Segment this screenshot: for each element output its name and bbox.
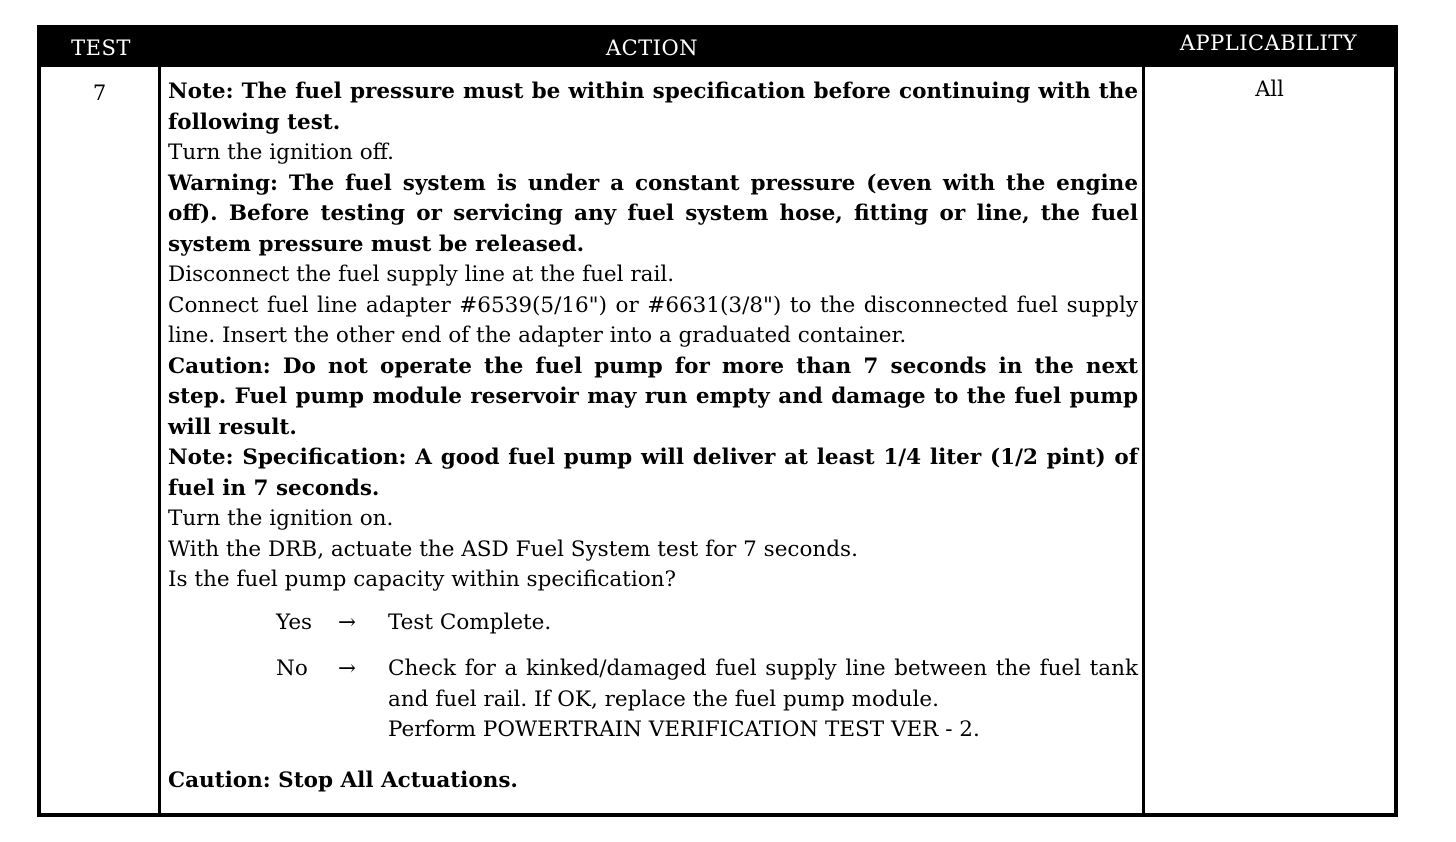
arrow-icon: → — [338, 609, 357, 635]
note-specification: Note: Specification: A good fuel pump will deliver at least 1/4 liter (1/2 pint) of fuel in 7 seconds. — [168, 445, 1138, 501]
step-ignition-off: Turn the ignition off. — [168, 140, 394, 165]
column-divider — [158, 67, 161, 813]
no-text-perform: Perform POWERTRAIN VERIFICATION TEST VER - 2. — [388, 717, 980, 742]
step-actuate: With the DRB, actuate the ASD Fuel System test for 7 seconds. — [168, 536, 858, 562]
applicability-value: All — [1255, 77, 1284, 101]
note-pressure: Note: The fuel pressure must be within specification before continuing with the following test. — [168, 79, 1138, 135]
step-ignition-on: Turn the ignition on. — [168, 506, 394, 531]
question: Is the fuel pump capacity within specification? — [168, 567, 677, 592]
column-divider — [1142, 67, 1145, 813]
caution-pump: Caution: Do not operate the fuel pump for more than 7 seconds in the next step. Fuel pump module reservoir may run empty and damage to the fuel pump will result. — [168, 353, 1138, 440]
header-test: TEST — [71, 36, 131, 60]
header-applicability: APPLICABILITY — [1179, 31, 1358, 55]
warning-pressure: Warning: The fuel system is under a constant pressure (even with the engine off). Before testing or servicing any fuel system hose, fitting or line, the fuel system pressure must be released. — [168, 170, 1138, 257]
step-disconnect: Disconnect the fuel supply line at the fuel rail. — [168, 262, 675, 287]
answer-no — [276, 654, 1138, 746]
arrow-icon: → — [338, 656, 357, 681]
yes-text: Test Complete. — [388, 609, 552, 635]
final-caution: Caution: Stop All Actuations. — [168, 767, 518, 793]
step-connect-adapter: Connect fuel line adapter #6539(5/16") or #6631(3/8") to the disconnected fuel supply line. Insert the other end of the adapter into a graduated container. — [168, 292, 1138, 348]
table-header — [41, 29, 1394, 67]
yes-label: Yes — [276, 609, 313, 635]
no-label: No — [276, 656, 308, 681]
no-text — [388, 654, 1138, 746]
no-text-check: Check for a kinked/damaged fuel supply line between the fuel tank and fuel rail. If OK, replace the fuel pump module. — [388, 656, 1138, 712]
header-action: ACTION — [605, 36, 699, 60]
test-number: 7 — [92, 81, 107, 105]
diagnostic-test-table — [37, 25, 1398, 817]
action-cell — [168, 77, 1138, 796]
answer-yes — [276, 608, 1138, 639]
